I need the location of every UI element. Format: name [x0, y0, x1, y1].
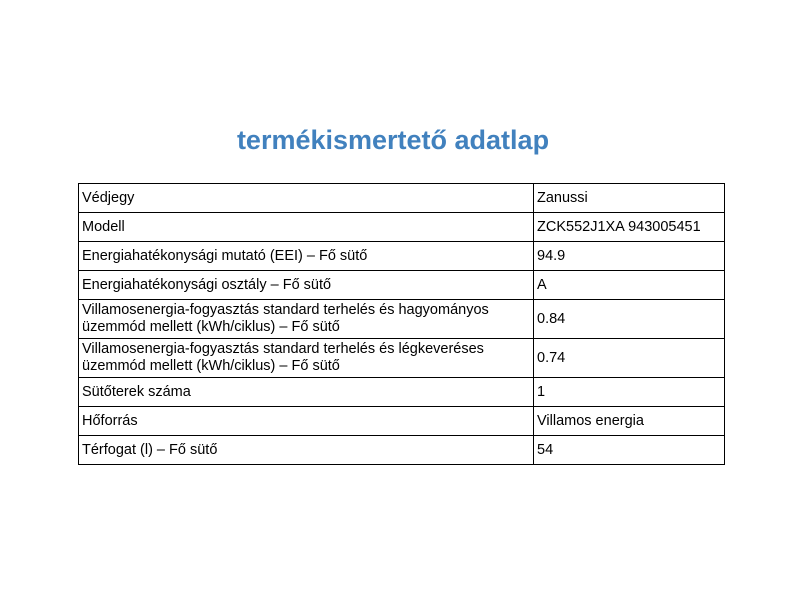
- product-spec-table: [78, 183, 725, 465]
- table-row: [79, 378, 725, 407]
- spec-label-cell: Hőforrás: [79, 407, 534, 436]
- spec-value-cell: 54: [534, 436, 725, 465]
- spec-label-cell: Villamosenergia-fogyasztás standard terhelés és hagyományos üzemmód mellett (kWh/ciklus) – Fő sütő: [79, 300, 534, 339]
- page-title: termékismertető adatlap: [236, 125, 550, 155]
- spec-value-cell: Zanussi: [534, 184, 725, 213]
- spec-value-cell: 0.84: [534, 300, 725, 339]
- spec-value-cell: A: [534, 271, 725, 300]
- spec-label-cell: Védjegy: [79, 184, 534, 213]
- spec-label-cell: Térfogat (l) – Fő sütő: [79, 436, 534, 465]
- spec-label-cell: Energiahatékonysági osztály – Fő sütő: [79, 271, 534, 300]
- table-row: [79, 436, 725, 465]
- spec-value-cell: ZCK552J1XA 943005451: [534, 213, 725, 242]
- spec-label-cell: Energiahatékonysági mutató (EEI) – Fő sütő: [79, 242, 534, 271]
- spec-label-cell: Villamosenergia-fogyasztás standard terhelés és légkeveréses üzemmód mellett (kWh/ciklus) – Fő sütő: [79, 339, 534, 378]
- table-row: [79, 271, 725, 300]
- table-row: [79, 407, 725, 436]
- spec-label-cell: Sütőterek száma: [79, 378, 534, 407]
- spec-value-cell: 0.74: [534, 339, 725, 378]
- table-row: [79, 184, 725, 213]
- table-row: [79, 213, 725, 242]
- table-row: [79, 242, 725, 271]
- spec-value-cell: 1: [534, 378, 725, 407]
- spec-value-cell: 94.9: [534, 242, 725, 271]
- spec-label-cell: Modell: [79, 213, 534, 242]
- table-row: [79, 300, 725, 339]
- spec-value-cell: Villamos energia: [534, 407, 725, 436]
- table-row: [79, 339, 725, 378]
